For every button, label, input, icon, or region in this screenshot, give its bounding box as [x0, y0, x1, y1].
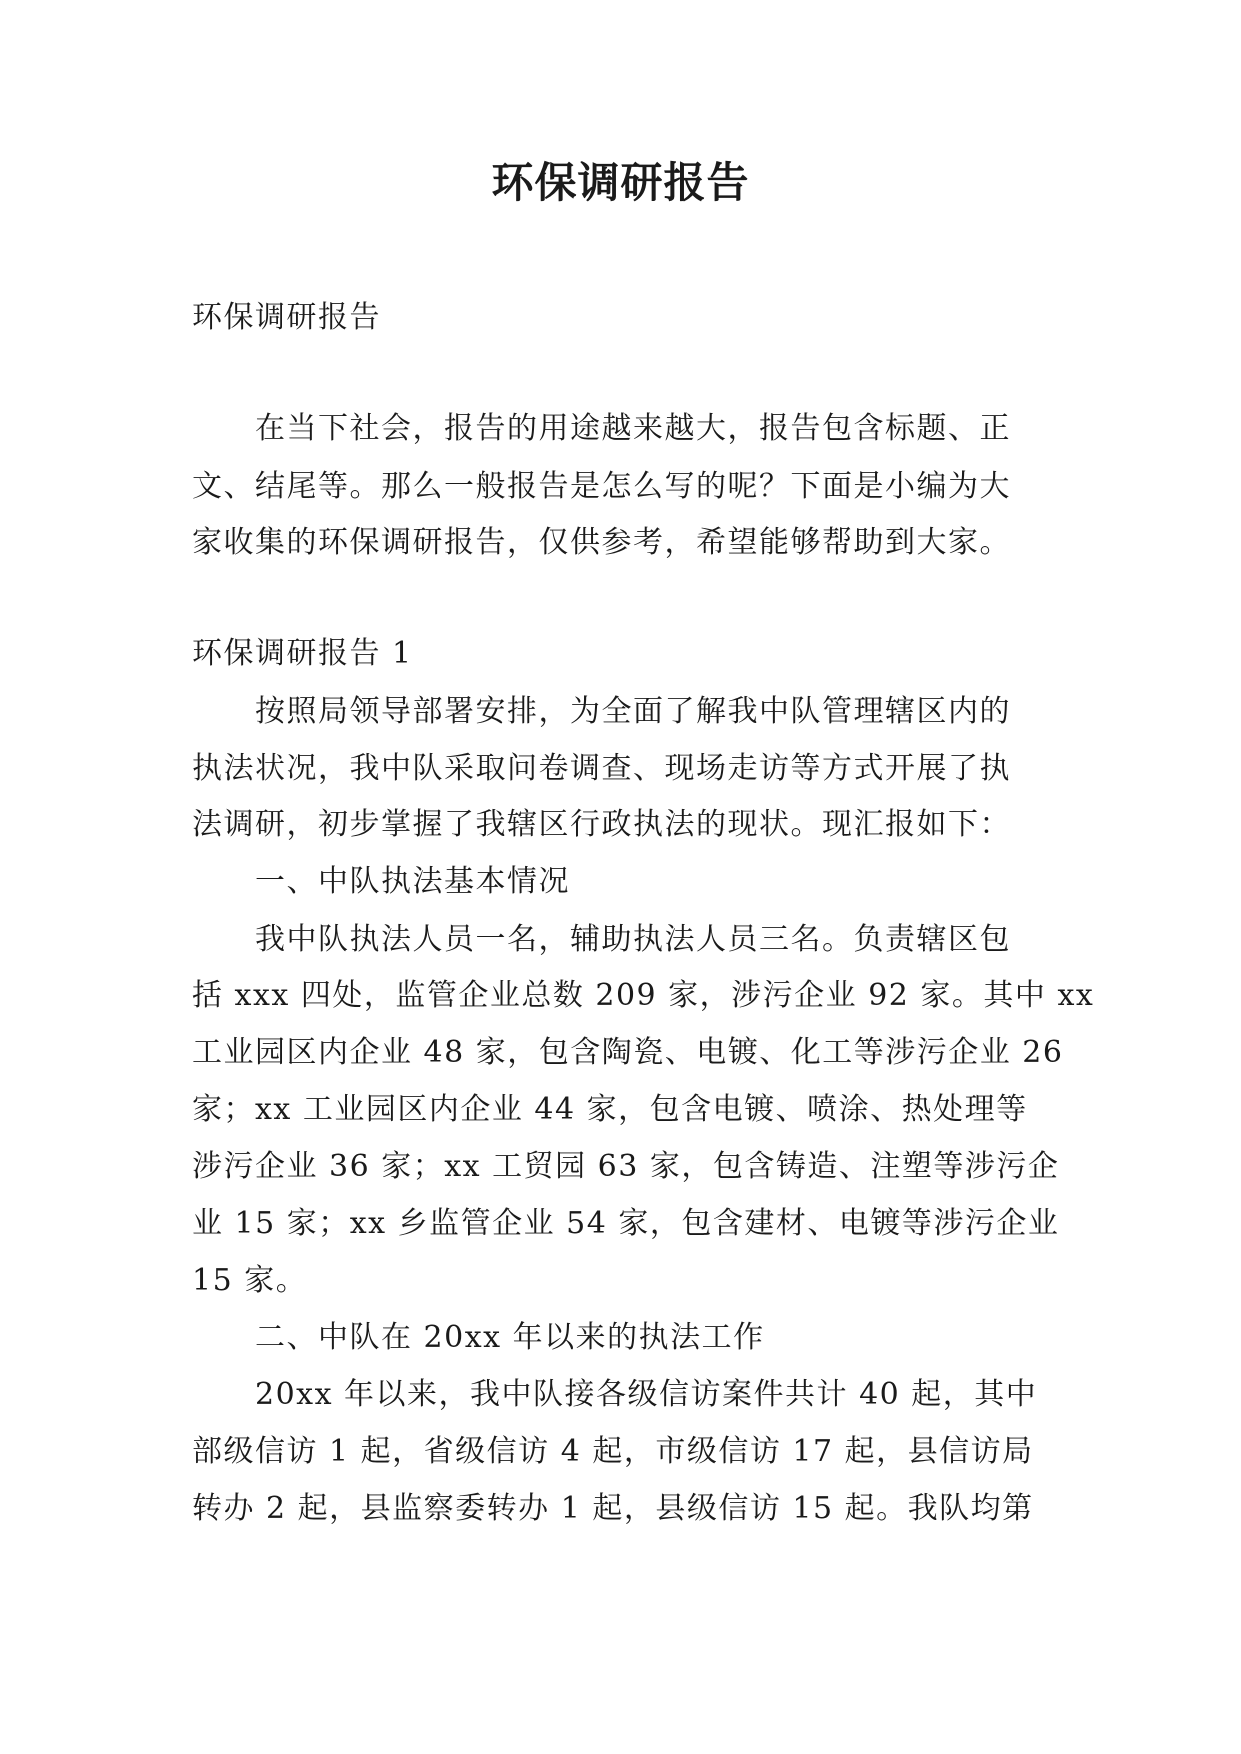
paragraph-line: 括 xxx 四处，监管企业总数 209 家，涉污企业 92 家。其中 xx — [192, 978, 1095, 1013]
paragraph-line: 转办 2 起，县监察委转办 1 起，县级信访 15 起。我队均第 — [192, 1491, 1034, 1526]
intro-line: 家收集的环保调研报告，仅供参考，希望能够帮助到大家。 — [192, 525, 1011, 560]
section-heading: 二、中队在 20xx 年以来的执法工作 — [255, 1320, 765, 1355]
section-heading: 一、中队执法基本情况 — [255, 864, 570, 899]
paragraph-line: 家；xx 工业园区内企业 44 家，包含电镀、喷涂、热处理等 — [192, 1092, 1028, 1127]
paragraph-line: 工业园区内企业 48 家，包含陶瓷、电镀、化工等涉污企业 26 — [192, 1035, 1064, 1070]
paragraph-line: 我中队执法人员一名，辅助执法人员三名。负责辖区包 — [255, 922, 1011, 957]
intro-line: 文、结尾等。那么一般报告是怎么写的呢？下面是小编为大 — [192, 469, 1011, 504]
document-subtitle: 环保调研报告 — [192, 300, 381, 335]
section-title: 环保调研报告 1 — [192, 636, 413, 671]
paragraph-line: 业 15 家；xx 乡监管企业 54 家，包含建材、电镀等涉污企业 — [192, 1206, 1060, 1241]
paragraph-line: 15 家。 — [192, 1263, 308, 1298]
paragraph-line: 20xx 年以来，我中队接各级信访案件共计 40 起，其中 — [255, 1377, 1038, 1412]
paragraph-line: 涉污企业 36 家；xx 工贸园 63 家，包含铸造、注塑等涉污企 — [192, 1149, 1060, 1184]
document-title: 环保调研报告 — [491, 158, 750, 207]
paragraph-line: 部级信访 1 起，省级信访 4 起，市级信访 17 起，县信访局 — [192, 1434, 1034, 1469]
paragraph-line: 按照局领导部署安排，为全面了解我中队管理辖区内的 — [255, 694, 1011, 729]
intro-line: 在当下社会，报告的用途越来越大，报告包含标题、正 — [255, 411, 1011, 446]
paragraph-line: 执法状况，我中队采取问卷调查、现场走访等方式开展了执 — [192, 751, 1011, 786]
paragraph-line: 法调研，初步掌握了我辖区行政执法的现状。现汇报如下： — [192, 807, 1011, 842]
